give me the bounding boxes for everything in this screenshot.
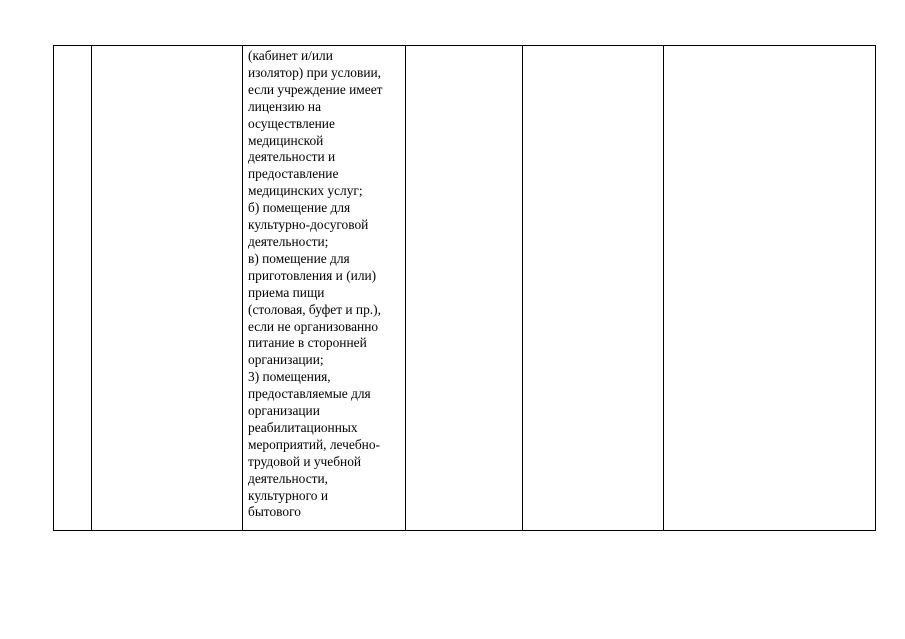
text-line: культурного и [248, 487, 328, 503]
text-line: если не организованно [248, 318, 379, 334]
text-line: приема пищи [248, 284, 325, 300]
cell-text-block [243, 46, 405, 521]
table-cell-2 [92, 46, 243, 531]
text-line: (кабинет и/или [248, 48, 333, 63]
text-line: бытового [248, 504, 301, 520]
text-line: медицинской [248, 132, 324, 148]
text-line: приготовления и (или) [248, 267, 377, 283]
text-line: реабилитационных [248, 419, 358, 435]
text-line: лицензию на [248, 98, 322, 114]
text-line: предоставляемые для [248, 386, 371, 402]
table-row [54, 46, 876, 531]
text-line: деятельности, [248, 470, 329, 486]
text-line: организации; [248, 352, 324, 368]
text-line: в) помещение для [248, 250, 350, 266]
text-line: изолятор) при условии, [248, 64, 382, 80]
text-line: медицинских услуг; [248, 183, 363, 199]
text-line: культурно-досуговой [248, 217, 369, 233]
text-line: питание в сторонней [248, 335, 367, 351]
text-line: деятельности и [248, 149, 336, 165]
table-cell-4 [406, 46, 523, 531]
document-table [53, 45, 876, 531]
table-cell-1 [54, 46, 92, 531]
text-line: 3) помещения, [248, 369, 331, 385]
text-line: предоставление [248, 166, 339, 182]
text-line: деятельности; [248, 233, 329, 249]
text-line: если учреждение имеет [248, 81, 383, 97]
table-cell-3 [243, 46, 406, 531]
table-cell-5 [523, 46, 664, 531]
text-line: трудовой и учебной [248, 453, 362, 469]
text-line: осуществление [248, 115, 335, 131]
text-line: (столовая, буфет и пр.), [248, 301, 381, 317]
text-line: организации [248, 403, 320, 419]
text-line: мероприятий, лечебно- [248, 436, 380, 452]
text-line: б) помещение для [248, 200, 351, 216]
table-cell-6 [664, 46, 876, 531]
